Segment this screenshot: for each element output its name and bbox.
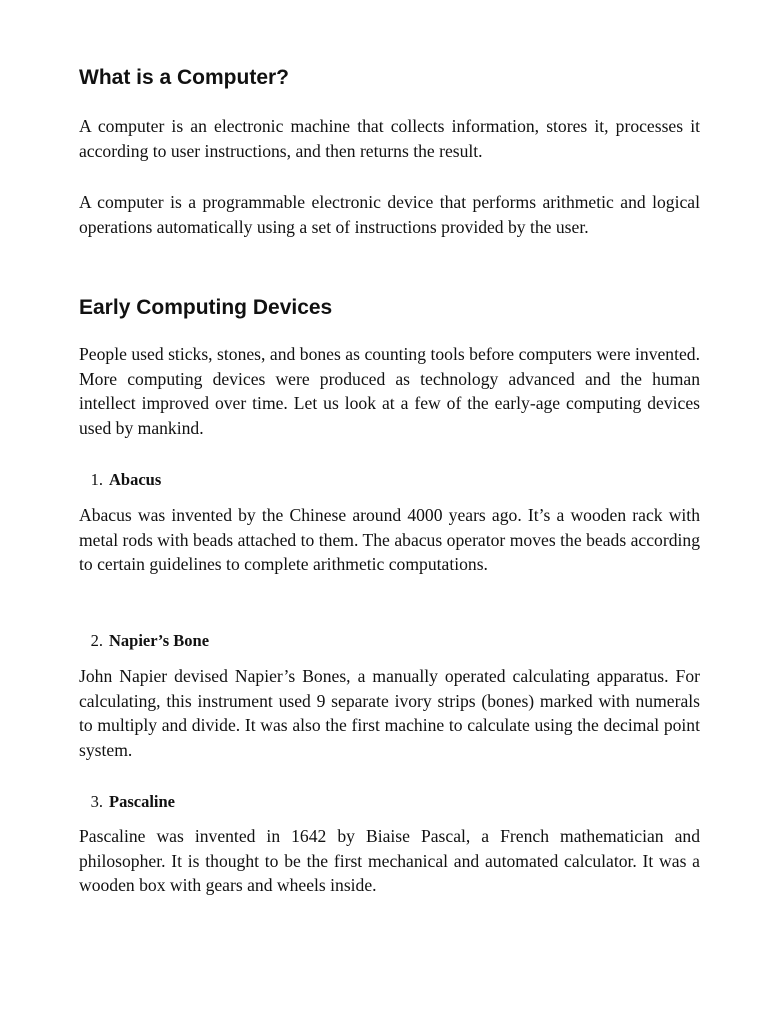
- list-number: 3.: [90, 792, 103, 811]
- list-item-heading-abacus: [79, 469, 161, 491]
- device-title: Napier’s Bone: [109, 631, 210, 650]
- list-number: 1.: [90, 470, 103, 489]
- paragraph-computer-definition-2: A computer is a programmable electronic device that performs arithmetic and logical operations automatically using a set of instructions provided by the user.: [79, 192, 700, 237]
- heading-what-is-a-computer: What is a Computer?: [79, 66, 290, 89]
- device-title: Abacus: [109, 470, 162, 489]
- device-title: Pascaline: [109, 792, 175, 811]
- list-number: 2.: [90, 631, 103, 650]
- paragraph-early-devices-intro: People used sticks, stones, and bones as counting tools before computers were invented. More computing devices were produced as technology advanced and the human intellect improved over time. Let us look at a few of the early-age computing devices used by mankind.: [79, 344, 700, 438]
- list-item-heading-pascaline: [79, 791, 175, 813]
- paragraph-abacus: Abacus was invented by the Chinese around 4000 years ago. It’s a wooden rack with metal rods with beads attached to them. The abacus operator moves the beads according to certain guidelines to complete arithmetic computations.: [79, 505, 700, 574]
- list-item-heading-napiers-bone: [79, 630, 209, 652]
- heading-early-computing-devices: Early Computing Devices: [79, 296, 333, 319]
- paragraph-napiers-bone: John Napier devised Napier’s Bones, a manually operated calculating apparatus. For calculating, this instrument used 9 separate ivory strips (bones) marked with numerals to multiply and divide. It was also the first machine to calculate using the decimal point system.: [79, 666, 700, 760]
- paragraph-computer-definition-1: A computer is an electronic machine that collects information, stores it, processes it according to user instructions, and then returns the result.: [79, 116, 700, 161]
- paragraph-pascaline: Pascaline was invented in 1642 by Biaise Pascal, a French mathematician and philosopher. It is thought to be the first mechanical and automated calculator. It was a wooden box with gears and wheels inside.: [79, 826, 700, 895]
